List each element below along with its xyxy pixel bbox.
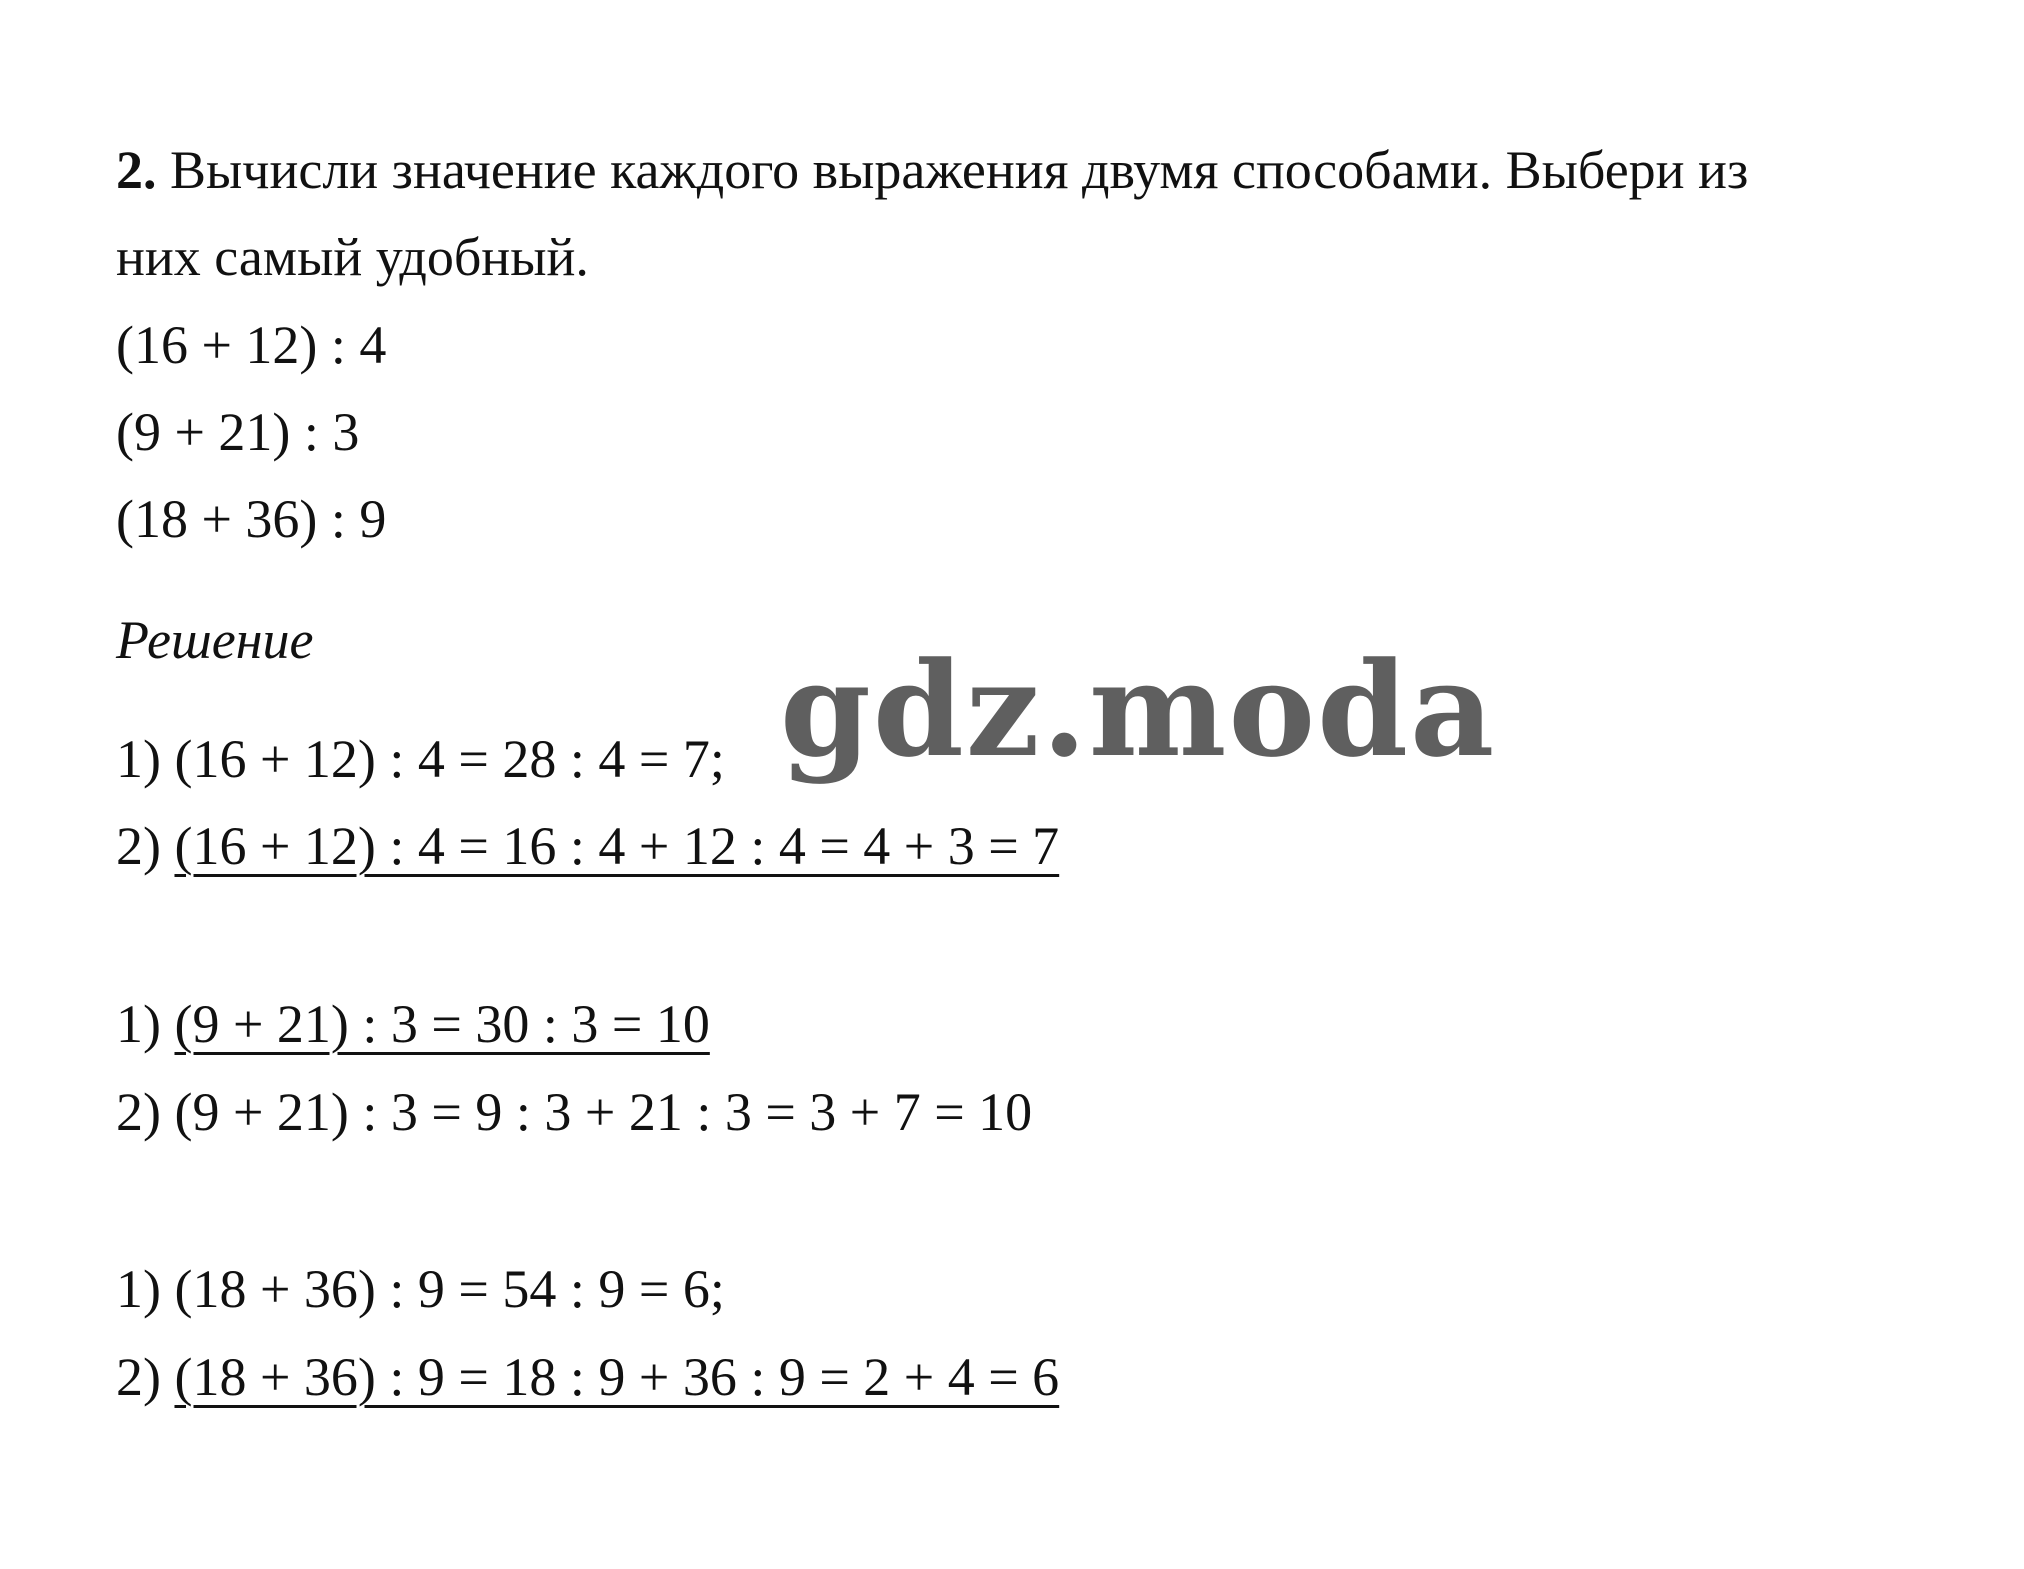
task-expression: (16 + 12) : 4 (116, 315, 387, 375)
solution-line-body: (18 + 36) : 9 = 54 : 9 = 6; (174, 1259, 725, 1319)
solution-line-prefix: 1) (116, 729, 175, 789)
watermark-logo: gdz.moda (780, 633, 1497, 786)
task-text-part-1: Вычисли значение каждого выражения двумя способами. Выбери из (170, 140, 1749, 200)
solution-line-body-underlined: (9 + 21) : 3 = 30 : 3 = 10 (174, 994, 710, 1054)
solution-line-prefix: 1) (116, 1259, 175, 1319)
task-statement-line-1 (116, 138, 1748, 202)
solution-line-prefix: 1) (116, 994, 175, 1054)
solution-line-body: (9 + 21) : 3 = 9 : 3 + 21 : 3 = 3 + 7 = 10 (174, 1082, 1033, 1142)
solution-heading: Решение (116, 610, 314, 670)
solution-line (116, 814, 1059, 878)
solution-line-prefix: 2) (116, 1082, 175, 1142)
solution-line-prefix: 2) (116, 816, 175, 876)
solution-line (116, 727, 725, 791)
task-number: 2. (116, 140, 157, 200)
task-statement-line-2 (116, 225, 589, 289)
solution-line (116, 992, 710, 1056)
task-expression: (18 + 36) : 9 (116, 489, 387, 549)
solution-line (116, 1257, 725, 1321)
solution-line-body-underlined: (16 + 12) : 4 = 16 : 4 + 12 : 4 = 4 + 3 = 7 (174, 816, 1060, 876)
task-text-part-2: них самый удобный. (116, 227, 589, 287)
solution-line-body: (16 + 12) : 4 = 28 : 4 = 7; (174, 729, 725, 789)
solution-line (116, 1080, 1032, 1144)
solution-line (116, 1345, 1059, 1409)
solution-line-prefix: 2) (116, 1347, 175, 1407)
task-expression: (9 + 21) : 3 (116, 402, 360, 462)
solution-line-body-underlined: (18 + 36) : 9 = 18 : 9 + 36 : 9 = 2 + 4 = 6 (174, 1347, 1060, 1407)
